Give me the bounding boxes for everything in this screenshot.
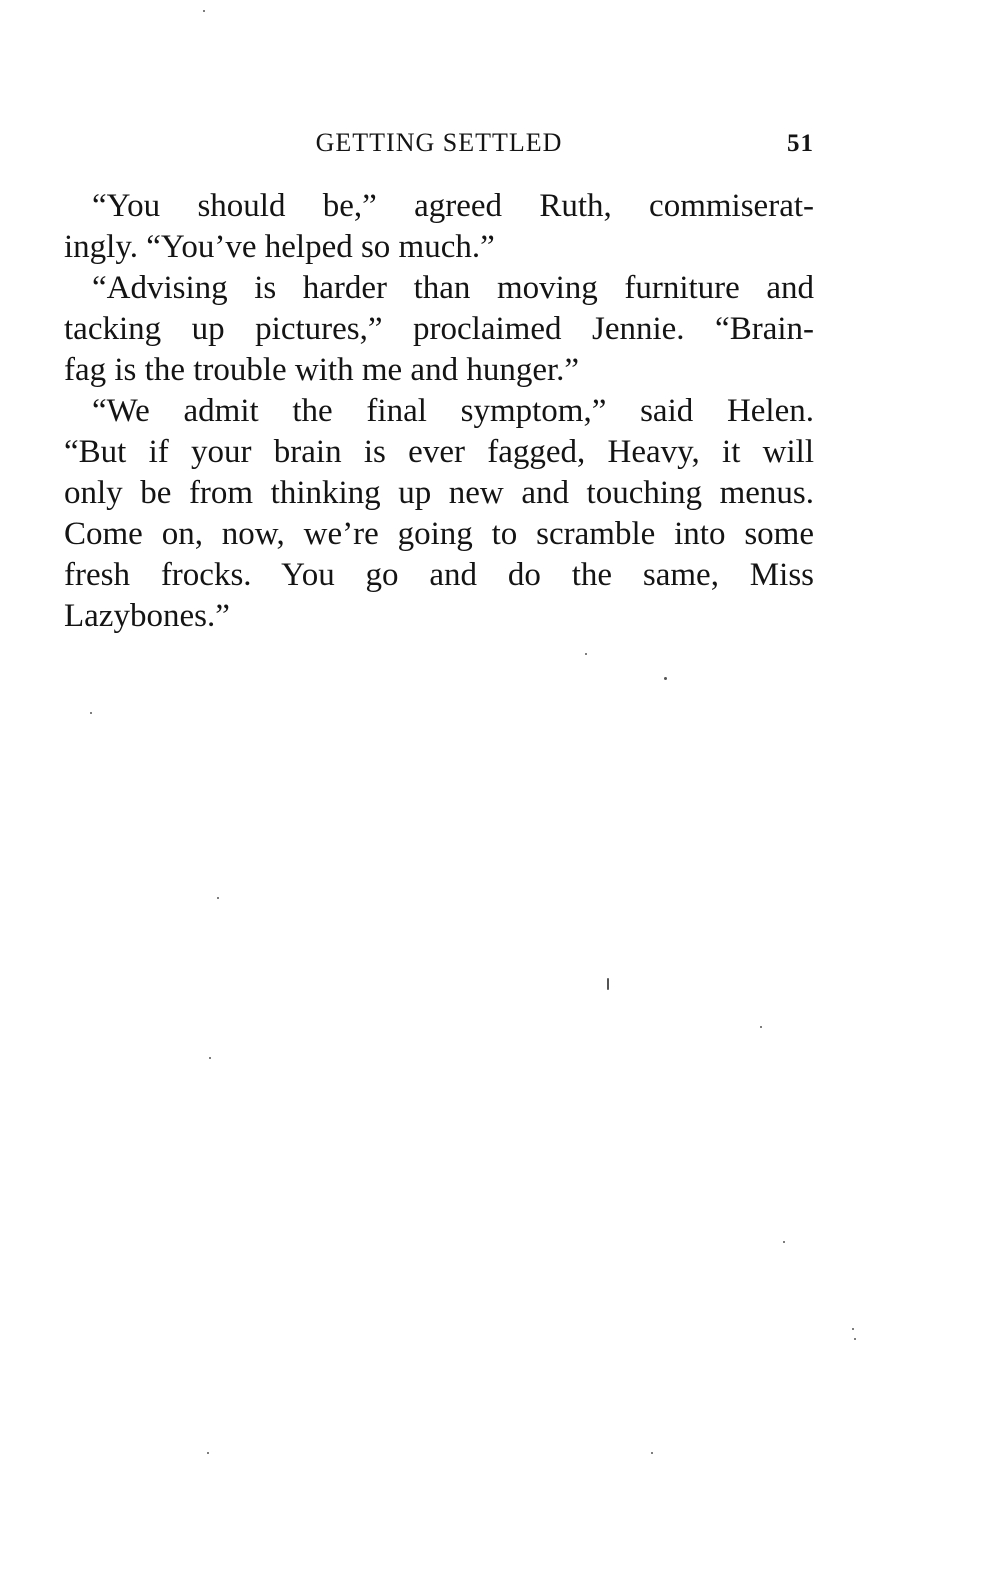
- scan-speck: [760, 1026, 762, 1028]
- scan-speck: [585, 653, 587, 655]
- scan-speck: [852, 1328, 854, 1330]
- text-line: “Advising is harder than moving furniture and: [92, 270, 814, 306]
- scan-speck: [854, 1338, 856, 1340]
- scan-speck: [664, 677, 667, 680]
- text-line: ingly. “You’ve helped so much.”: [64, 229, 495, 265]
- scan-speck: [651, 1452, 653, 1454]
- text-line: “You should be,” agreed Ruth, commiserat-: [92, 188, 814, 224]
- page-number: 51: [787, 130, 814, 157]
- scan-speck: [90, 712, 92, 714]
- running-title: GETTING SETTLED: [315, 128, 563, 157]
- text-line: fresh frocks. You go and do the same, Miss: [64, 557, 814, 593]
- text-line: Come on, now, we’re going to scramble into some: [64, 516, 814, 552]
- text-line: “We admit the final symptom,” said Helen.: [92, 393, 814, 429]
- body-text: [64, 186, 814, 637]
- scan-speck: [207, 1452, 209, 1454]
- scan-speck: [783, 1241, 785, 1243]
- scan-speck: [607, 978, 609, 990]
- scan-speck: [203, 10, 205, 12]
- running-head: [64, 128, 814, 164]
- text-line: Lazybones.”: [64, 598, 230, 634]
- text-line: fag is the trouble with me and hunger.”: [64, 352, 580, 388]
- text-line: only be from thinking up new and touching menus.: [64, 475, 814, 511]
- scan-speck: [209, 1057, 211, 1059]
- scan-speck: [217, 897, 219, 899]
- text-line: tacking up pictures,” proclaimed Jennie. “Brain-: [64, 311, 814, 347]
- text-line: “But if your brain is ever fagged, Heavy, it will: [64, 434, 814, 470]
